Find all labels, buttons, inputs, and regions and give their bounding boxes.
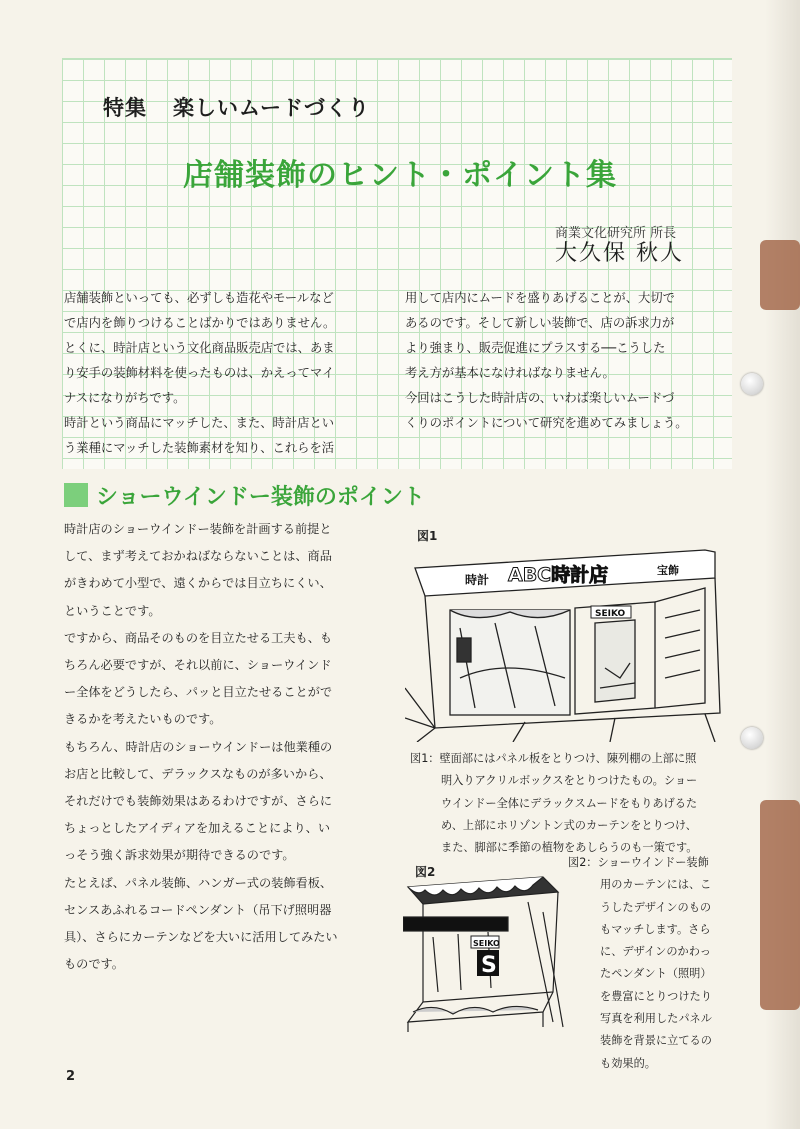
body-line: きるかを考えたいものです。 [64, 712, 222, 727]
body-line: ちろん必要ですが、それ以前に、ショーウインド [64, 658, 332, 673]
intro-line: り安手の装飾材料を使ったものは、かえってマイ [64, 366, 335, 380]
intro-line: 店舗装飾といっても、必ずしも造花やモールなど [64, 291, 334, 305]
intro-line: とくに、時計店という文化商品販売店では、あま [64, 341, 335, 355]
figure2-window-display-illustration [403, 862, 568, 1032]
caption-line: ウインドー全体にデラックスムードをもりあげるた [441, 796, 698, 810]
binder-hole-icon [741, 373, 763, 395]
body-line: 具）、さらにカーテンなどを大いに活用してみたい [64, 930, 338, 945]
figure1-brand-plate: SEIKO [595, 609, 626, 619]
tape-stain [760, 240, 800, 310]
caption-line: を豊富にとりつけたり [600, 989, 712, 1003]
caption-line: 写真を利用したパネル [600, 1012, 712, 1026]
intro-line: 時計という商品にマッチした、また、時計店とい [64, 416, 335, 430]
intro-line: あるのです。そして新しい装飾で、店の訴求力が [405, 316, 675, 330]
section-heading-text: ショーウインドー装飾のポイント [96, 484, 425, 510]
author-affiliation: 商業文化研究所 所長 [555, 226, 677, 241]
figure1-sign-main: ABC時計店 [508, 564, 609, 586]
intro-line: くりのポイントについて研究を進めてみましょう。 [405, 416, 688, 430]
caption-line: も効果的。 [600, 1056, 656, 1070]
body-line: それだけでも装飾効果はあるわけですが、さらに [64, 794, 333, 809]
caption-line: 図1：壁面部にはパネル板をとりつけ、陳列棚の上部に照 [410, 752, 697, 765]
article-title: 店舗装飾のヒント・ポイント集 [183, 158, 617, 193]
caption-line: 用のカーテンには、こ [600, 878, 712, 892]
figure1-caption [410, 748, 740, 859]
intro-right-column [405, 286, 725, 436]
figure2-brand-plate: SEIKO [473, 939, 500, 948]
caption-line: 明入りアクリルボックスをとりつけたもの。ショー [441, 774, 698, 788]
caption-line: うしたデザインのもの [600, 900, 712, 914]
body-line: して、まず考えておかねばならないことは、商品 [64, 549, 332, 564]
body-line: ものです。 [64, 957, 124, 972]
intro-line: で店内を飾りつけることばかりではありません。 [64, 316, 336, 330]
feature-subtitle: 楽しいムードづくり [173, 96, 370, 120]
figure1-sign-left: 時計 [465, 573, 490, 587]
body-line: 時計店のショーウインドー装飾を計画する前提と [64, 522, 332, 536]
caption-line: 装飾を背景に立てるの [600, 1034, 712, 1048]
intro-line: う業種にマッチした装飾素材を知り、これらを活 [64, 441, 335, 455]
intro-line: ナスになりがちです。 [64, 391, 186, 405]
page-number: 2 [66, 1069, 76, 1084]
intro-line: より強まり、販売促進にプラスする──こうした [405, 341, 666, 355]
caption-line: もマッチします。さら [600, 922, 711, 936]
caption-line: また、脚部に季節の植物をあしらうのも一策です。 [441, 841, 698, 855]
figure1-storefront-illustration [405, 528, 733, 742]
intro-left-column [64, 286, 384, 461]
section-square-icon [64, 483, 88, 507]
caption-line: に、デザインのかわっ [600, 945, 711, 959]
section-heading [64, 479, 425, 511]
figure1-sign-right: 宝飾 [657, 564, 679, 577]
body-line: センスあふれるコードペンダント（吊下げ照明器 [64, 902, 332, 917]
section-body-text [64, 516, 394, 978]
body-line: ということです。 [64, 603, 161, 618]
feature-heading [103, 92, 370, 122]
intro-line: 用して店内にムードを盛りあげることが、大切で [405, 291, 675, 305]
caption-line: たペンダント（照明） [600, 967, 712, 981]
intro-line: 考え方が基本になければなりません。 [405, 366, 615, 380]
figure2-s-logo: S [481, 953, 497, 978]
body-line: ですから、商品そのものを目立たせる工夫も、も [64, 630, 333, 645]
figure2-label: 図2 [415, 865, 436, 879]
figure2-caption [568, 852, 743, 1075]
figure1-label: 図1 [417, 529, 438, 543]
body-line: っそう強く訴求効果が期待できるのです。 [64, 848, 295, 863]
body-line: お店と比較して、デラックスなものが多いから、 [64, 766, 332, 781]
body-line: ちょっとしたアイディアを加えることにより、い [64, 821, 331, 836]
intro-line: 今回はこうした時計店の、いわば楽しいムードづ [405, 391, 675, 405]
caption-line: め、上部にホリゾントン式のカーテンをとりつけ、 [441, 818, 697, 832]
body-line: たとえば、パネル装飾、ハンガー式の装飾看板、 [64, 875, 333, 890]
feature-label: 特集 [103, 96, 147, 120]
caption-line: 図2：ショーウインドー装飾 [568, 856, 709, 869]
binder-hole-icon [741, 727, 763, 749]
body-line: がきわめて小型で、遠くからでは目立ちにくい、 [64, 576, 332, 591]
author-name: 大久保 秋人 [555, 241, 684, 266]
body-line: もちろん、時計店のショーウインドーは他業種の [64, 739, 333, 754]
body-line: ー全体をどうしたら、パッと目立たせることがで [64, 685, 333, 700]
tape-stain [760, 800, 800, 1010]
